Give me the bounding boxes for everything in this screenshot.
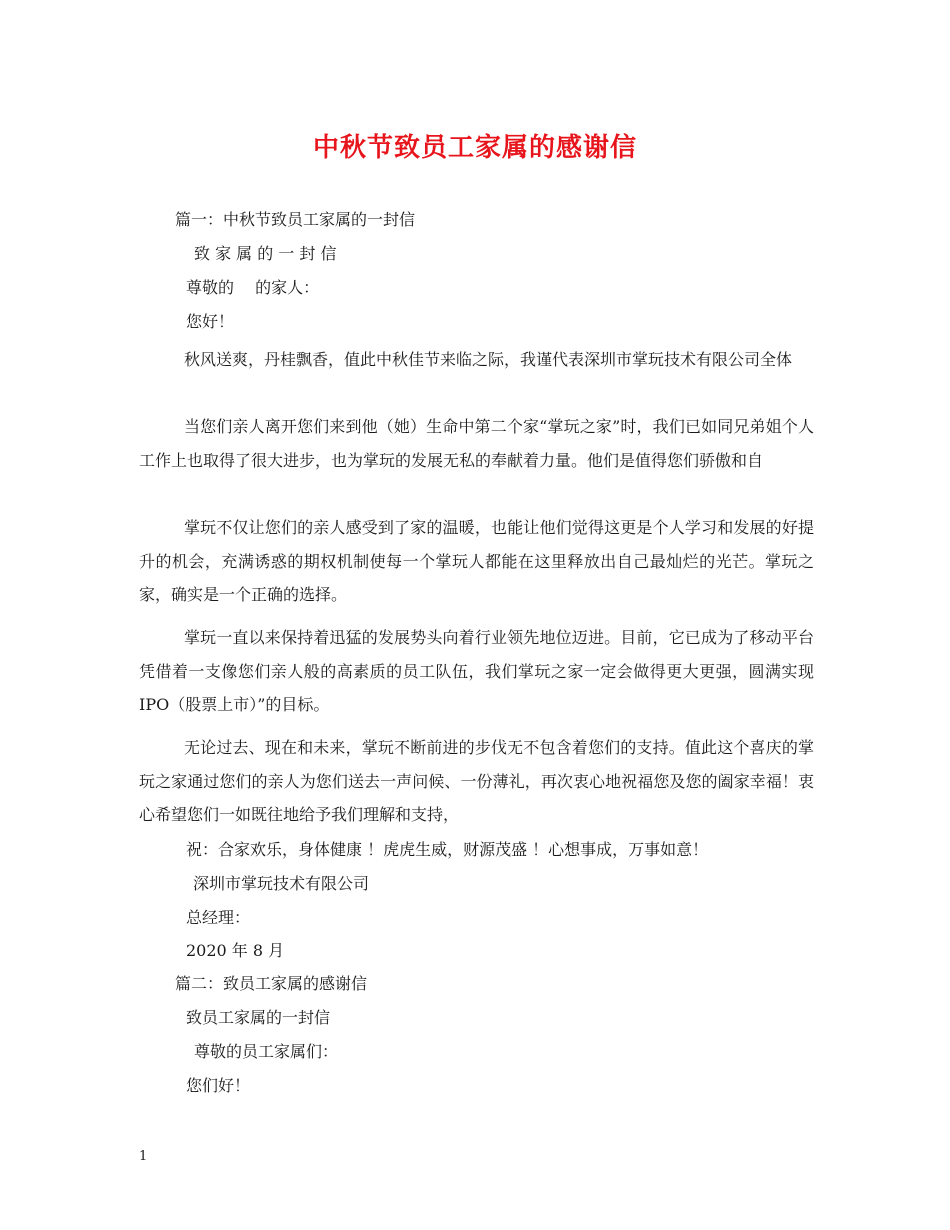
paragraph-2: 当您们亲人离开您们来到他（她）生命中第二个家“掌玩之家”时，我们已如同兄弟姐个人工作上也取得了很大进步，也为掌玩的发展无私的奉献着力量。他们是值得您们骄傲和自 <box>139 417 814 470</box>
greeting: 您好！ <box>186 312 235 331</box>
page-number: 1 <box>139 1149 148 1164</box>
section2-heading: 篇二：致员工家属的感谢信 <box>175 974 368 993</box>
salutation-2: 尊敬的员工家属们： <box>194 1042 339 1061</box>
salutation: 尊敬的 的家人： <box>186 278 320 297</box>
letter2-title: 致员工家属的一封信 <box>186 1008 331 1027</box>
paragraph-4: 掌玩一直以来保持着迅猛的发展势头向着行业领先地位迈进。目前，它已成为了移动平台凭借着一支像您们亲人般的高素质的员工队伍，我们掌玩之家一定会做得更大更强，圆满实现 IPO（股票上市）”的目标。 <box>139 628 814 714</box>
letter-date: 2020 年 8 月 <box>186 941 285 960</box>
manager-label: 总经理： <box>186 908 251 927</box>
paragraph-3: 掌玩不仅让您们的亲人感受到了家的温暖，也能让他们觉得这更是个人学习和发展的好提升的机会，充满诱惑的期权机制使每一个掌玩人都能在这里释放出自己最灿烂的光芒。掌玩之家，确实是一个正确的选择。 <box>139 518 814 604</box>
document-title: 中秋节致员工家属的感谢信 <box>312 133 637 163</box>
wishes: 祝：合家欢乐，身体健康 ！虎虎生威，财源茂盛 ！心想事成，万事如意！ <box>186 840 709 859</box>
section1-heading: 篇一：中秋节致员工家属的一封信 <box>175 210 416 229</box>
greeting-2: 您们好！ <box>186 1076 251 1095</box>
paragraph-1: 秋风送爽，丹桂飘香，值此中秋佳节来临之际，我谨代表深圳市掌玩技术有限公司全体 <box>184 350 793 369</box>
letter-title: 致 家 属 的 一 封 信 <box>194 244 337 263</box>
company-name: 深圳市掌玩技术有限公司 <box>193 874 370 893</box>
paragraph-5: 无论过去、现在和未来，掌玩不断前进的步伐无不包含着您们的支持。值此这个喜庆的掌玩之家通过您们的亲人为您们送去一声问候、一份薄礼，再次衷心地祝福您及您的阖家幸福！衷心希望您们一如既往地给予我们理解和支持， <box>139 738 814 824</box>
